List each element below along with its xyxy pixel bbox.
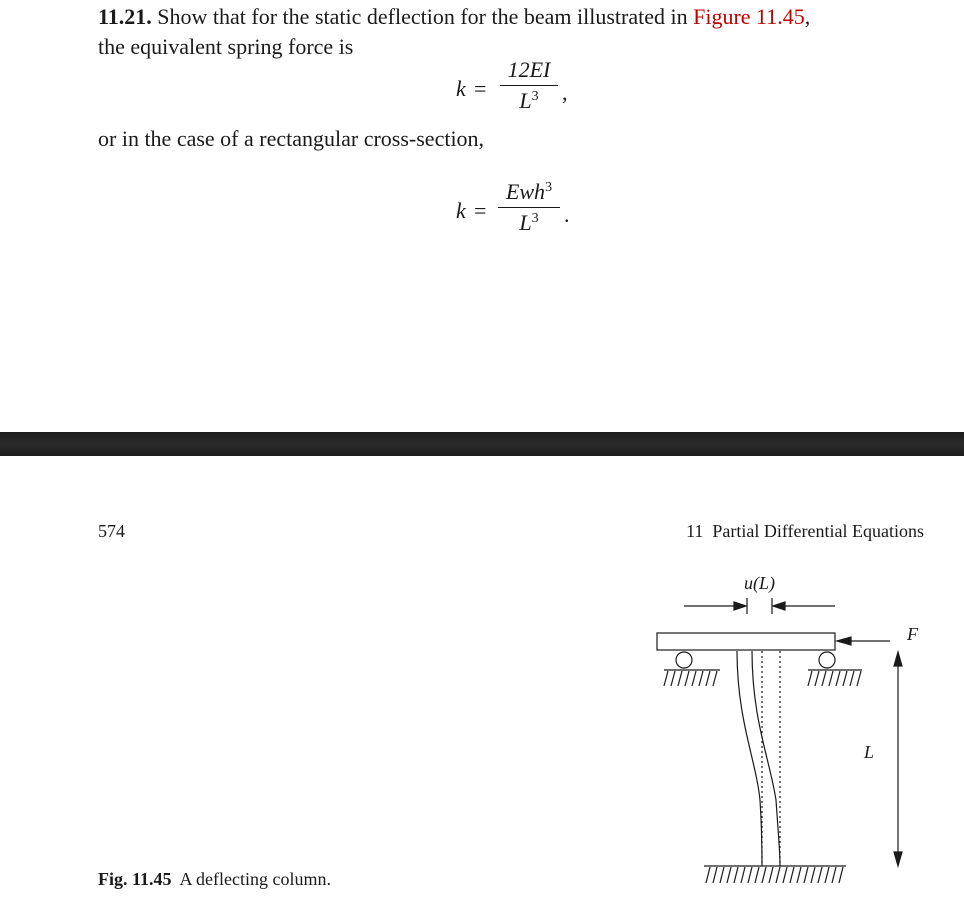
left-ground-hatch (664, 671, 717, 686)
figure-link[interactable]: Figure 11.45 (693, 4, 805, 29)
problem-punct: , (804, 4, 811, 29)
u-left-arrowhead (734, 602, 746, 610)
base-ground-hatch (706, 867, 843, 883)
problem-between-text: or in the case of a rectangular cross-section, (98, 126, 485, 151)
right-roller (819, 652, 835, 668)
eq1-punct: , (562, 80, 568, 105)
force-arrowhead (837, 637, 851, 645)
column-right-edge (752, 651, 780, 866)
eq2-equals: = (474, 198, 487, 223)
label-u: u(L) (744, 573, 775, 593)
running-header: 11 Partial Differential Equations (686, 521, 924, 541)
eq1-equals: = (474, 76, 487, 101)
label-L: L (864, 742, 875, 762)
eq2-punct: . (564, 202, 570, 227)
eq1-den-base: L (519, 88, 532, 114)
page-number: 574 (98, 521, 125, 541)
problem-number: 11.21. (98, 4, 152, 29)
eq1-numerator-text: 12EI (507, 57, 551, 82)
figure-caption-text: A deflecting column. (179, 869, 331, 889)
right-ground-hatch (808, 671, 861, 686)
eq2-num-exp: 3 (545, 180, 553, 195)
eq2-lhs: k (456, 198, 466, 223)
length-arrow-top (894, 652, 902, 666)
u-right-arrowhead (773, 602, 785, 610)
eq2-num-base: Ewh (505, 179, 546, 204)
problem-text: Show that for the static deflection for the beam illustrated in (157, 4, 694, 29)
left-roller (676, 652, 692, 668)
eq2-den-exp: 3 (531, 211, 539, 227)
problem-line-2: the equivalent spring force is (98, 34, 354, 59)
length-arrow-bottom (894, 852, 902, 866)
column-left-edge (737, 651, 762, 866)
figure-caption (98, 869, 331, 890)
figure-caption-label: Fig. 11.45 (98, 869, 172, 889)
eq2-den-base: L (519, 210, 532, 236)
beam (657, 633, 835, 650)
label-F: F (907, 624, 918, 644)
eq1-lhs: k (456, 76, 466, 101)
eq1-den-exp: 3 (531, 89, 539, 105)
